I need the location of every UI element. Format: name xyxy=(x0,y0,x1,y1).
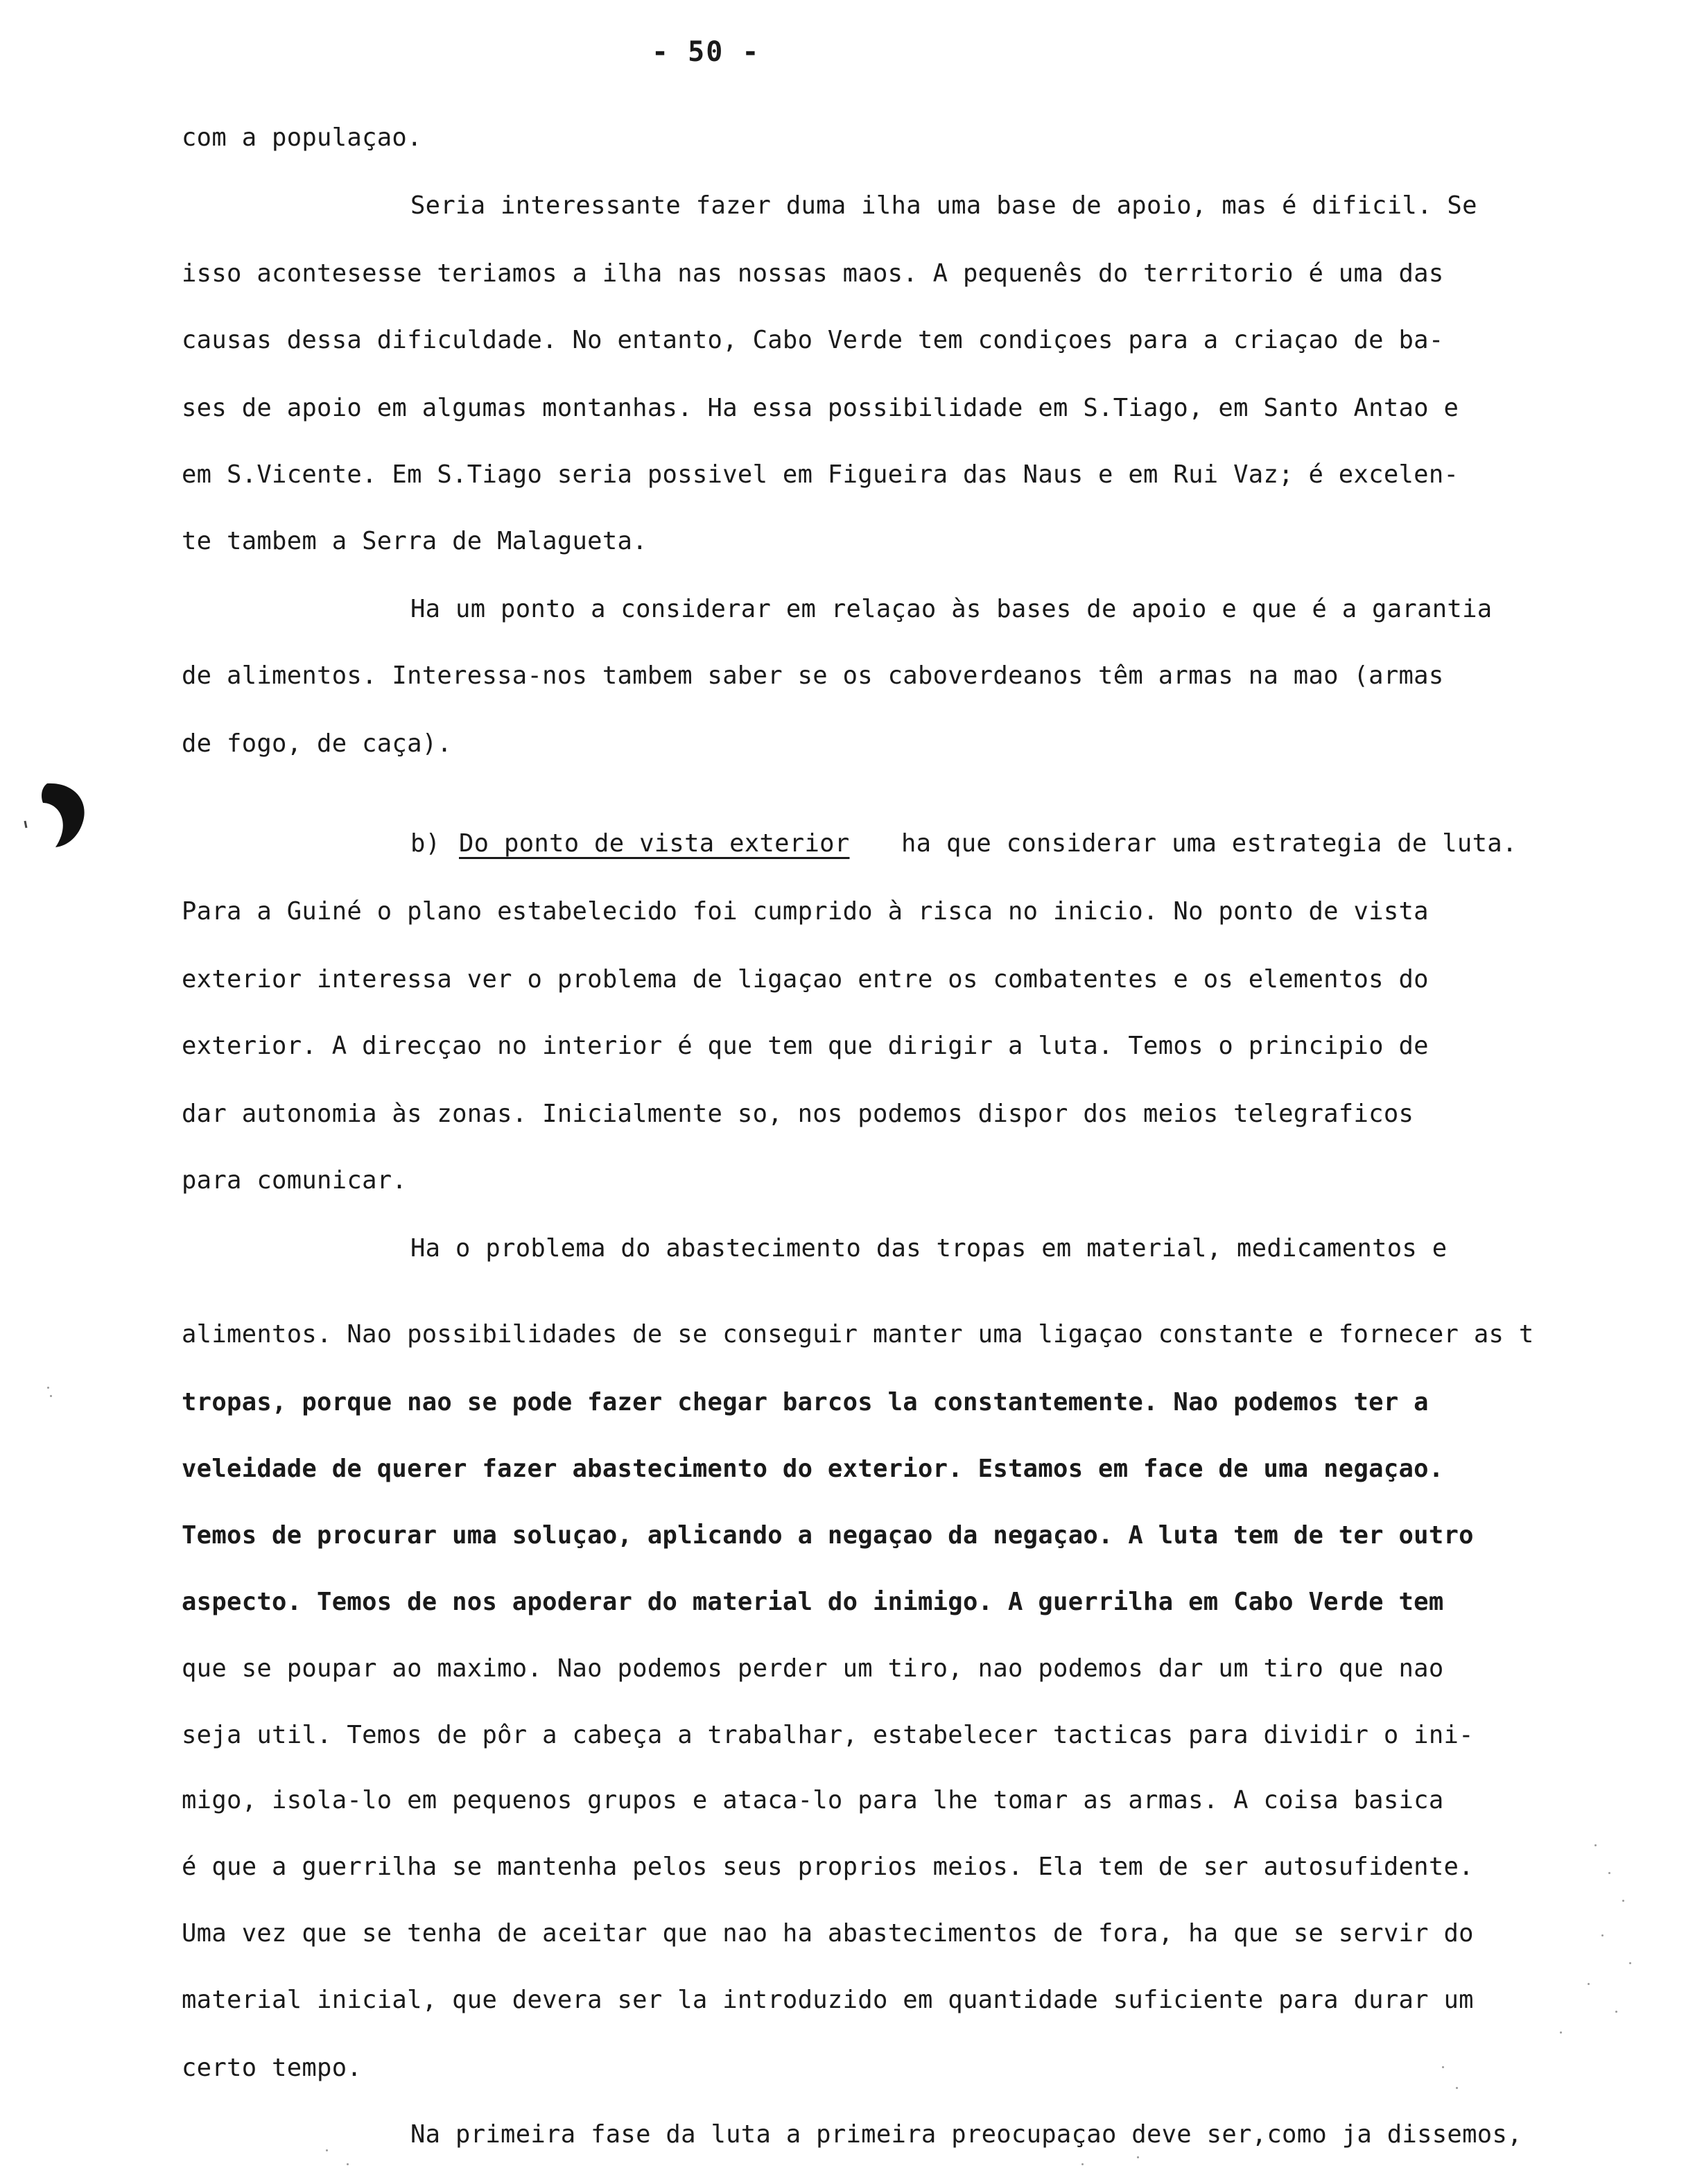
speckle xyxy=(1629,1962,1631,1964)
speckle xyxy=(1608,1872,1610,1874)
text-line: é que a guerrilha se mantenha pelos seus proprios meios. Ela tem de ser autosufidente. xyxy=(182,1853,1474,1881)
text-line: dar autonomia às zonas. Inicialmente so, nos podemos dispor dos meios telegraficos xyxy=(182,1100,1414,1128)
text-line: exterior interessa ver o problema de ligaçao entre os combatentes e os elementos do xyxy=(182,965,1429,994)
speckle xyxy=(1081,2163,1084,2165)
text-line: alimentos. Nao possibilidades de se conseguir manter uma ligaçao constante e fornecer as t xyxy=(182,1320,1534,1349)
text-line: Na primeira fase da luta a primeira preocupaçao deve ser,como ja dissemos, xyxy=(410,2120,1522,2149)
text-line: te tambem a Serra de Malagueta. xyxy=(182,527,648,555)
text-line: de fogo, de caça). xyxy=(182,729,453,758)
binder-hole-mark xyxy=(19,775,96,851)
speckle xyxy=(47,1387,49,1389)
text-line: Seria interessante fazer duma ilha uma base de apoio, mas é dificil. Se xyxy=(410,191,1477,220)
text-line: migo, isola-lo em pequenos grupos e ataca-lo para lhe tomar as armas. A coisa basica xyxy=(182,1786,1444,1814)
speckle xyxy=(50,1395,52,1397)
text-line: aspecto. Temos de nos apoderar do material do inimigo. A guerrilha em Cabo Verde tem xyxy=(182,1588,1444,1616)
text-line: com a populaçao. xyxy=(182,123,422,152)
speckle xyxy=(326,2149,328,2151)
speckle xyxy=(1442,2066,1444,2068)
speckle xyxy=(1560,2031,1562,2034)
speckle xyxy=(1588,1983,1590,1985)
text-line: Ha um ponto a considerar em relaçao às bases de apoio e que é a garantia xyxy=(410,595,1493,623)
text-line: que se poupar ao maximo. Nao podemos perder um tiro, nao podemos dar um tiro que nao xyxy=(182,1654,1444,1683)
page-number: - 50 - xyxy=(652,36,761,68)
speckle xyxy=(1137,2156,1139,2158)
speckle xyxy=(347,2163,349,2165)
text-line: de alimentos. Interessa-nos tambem saber se os caboverdeanos têm armas na mao (armas xyxy=(182,661,1444,690)
list-marker: b) xyxy=(410,829,441,858)
speckle xyxy=(1615,2011,1617,2013)
text-line: em S.Vicente. Em S.Tiago seria possivel em Figueira das Naus e em Rui Vaz; é excelen- xyxy=(182,460,1459,489)
text-line: tropas, porque nao se pode fazer chegar barcos la constantemente. Nao podemos ter a xyxy=(182,1388,1429,1416)
text-line: para comunicar. xyxy=(182,1166,408,1195)
text-line: exterior. A direcçao no interior é que tem que dirigir a luta. Temos o principio de xyxy=(182,1032,1429,1060)
text-line: isso acontesesse teriamos a ilha nas nossas maos. A pequenês do territorio é uma das xyxy=(182,259,1444,288)
speckle xyxy=(1594,1844,1597,1846)
text-line: Para a Guiné o plano estabelecido foi cumprido à risca no inicio. No ponto de vista xyxy=(182,897,1429,926)
text-line: Temos de procurar uma soluçao, aplicando a negaçao da negaçao. A luta tem de ter outro xyxy=(182,1521,1474,1550)
speckle xyxy=(1622,1900,1624,1902)
text-line: material inicial, que devera ser la introduzido em quantidade suficiente para durar um xyxy=(182,1986,1474,2014)
text-line: veleidade de querer fazer abastecimento do exterior. Estamos em face de uma negaçao. xyxy=(182,1455,1444,1483)
text-line: causas dessa dificuldade. No entanto, Cabo Verde tem condiçoes para a criaçao de ba- xyxy=(182,326,1444,354)
text-line: ha que considerar uma estrategia de luta. xyxy=(901,829,1518,858)
text-line: certo tempo. xyxy=(182,2054,363,2082)
section-heading: Do ponto de vista exterior xyxy=(459,829,850,858)
speckle xyxy=(1456,2087,1458,2089)
text-line: seja util. Temos de pôr a cabeça a trabalhar, estabelecer tacticas para dividir o ini- xyxy=(182,1721,1474,1749)
text-line: Uma vez que se tenha de aceitar que nao ha abastecimentos de fora, ha que se servir do xyxy=(182,1919,1474,1948)
speckle xyxy=(1601,1934,1604,1936)
text-line: Ha o problema do abastecimento das tropas em material, medicamentos e xyxy=(410,1234,1448,1263)
text-line: ses de apoio em algumas montanhas. Ha essa possibilidade em S.Tiago, em Santo Antao e xyxy=(182,394,1459,422)
